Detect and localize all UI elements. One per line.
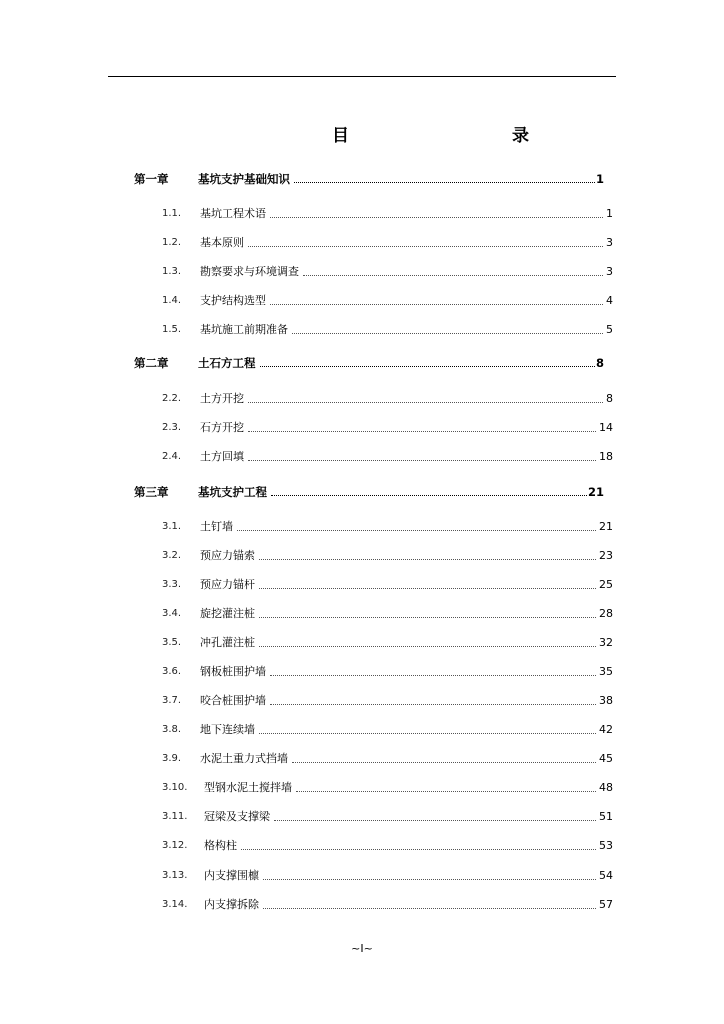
section-number: 3.3. [162,579,182,590]
section-title: 地下连续墙 [200,723,255,736]
toc-entry-3-4[interactable] [162,604,613,622]
section-title: 土方回填 [200,450,244,463]
section-title: 石方开挖 [200,421,244,434]
toc-chapter-2[interactable] [134,353,604,371]
section-number: 3.6. [162,666,182,677]
section-title: 预应力锚杆 [200,578,255,591]
chapter-number: 第三章 [134,485,169,499]
dot-leader [259,646,596,647]
page-number: 25 [599,578,613,591]
dot-leader [274,820,596,821]
dot-leader [292,762,596,763]
section-number: 1.5. [162,324,182,335]
section-number: 2.4. [162,451,182,462]
toc-title-part1: 目 [332,126,349,146]
chapter-title: 基坑支护基础知识 [198,172,290,186]
dot-leader [263,879,596,880]
section-number: 3.4. [162,608,182,619]
chapter-title: 基坑支护工程 [198,485,267,499]
page-number: 38 [599,694,613,707]
section-title: 型钢水泥土搅拌墙 [204,781,292,794]
section-number: 3.7. [162,695,182,706]
page-number: 42 [599,723,613,736]
toc-entry-3-14[interactable] [162,895,613,913]
section-title: 格构柱 [204,839,237,852]
section-number: 3.2. [162,550,182,561]
toc-entry-3-2[interactable] [162,546,613,564]
page-number: 28 [599,607,613,620]
page-number: 3 [606,236,613,249]
dot-leader [248,246,603,247]
section-title: 咬合桩围护墙 [200,694,266,707]
section-title: 内支撑围檩 [204,869,259,882]
dot-leader [270,675,596,676]
dot-leader [259,733,596,734]
section-number: 3.14. [162,899,188,910]
dot-leader [270,304,603,305]
toc-entry-1-5[interactable] [162,320,613,338]
section-title: 基本原则 [200,236,244,249]
page-number: 4 [606,294,613,307]
page-number: 35 [599,665,613,678]
section-number: 2.2. [162,393,182,404]
dot-leader [296,791,596,792]
page-number: 45 [599,752,613,765]
toc-chapter-3[interactable] [134,482,604,500]
toc-entry-3-12[interactable] [162,836,613,854]
section-number: 3.5. [162,637,182,648]
section-number: 3.13. [162,870,188,881]
page-number: 23 [599,549,613,562]
toc-entry-3-3[interactable] [162,575,613,593]
page-number: 21 [599,520,613,533]
toc-entry-3-7[interactable] [162,691,613,709]
dot-leader [248,460,596,461]
toc-entry-3-13[interactable] [162,866,613,884]
toc-entry-3-9[interactable] [162,749,613,767]
dot-leader [237,530,596,531]
toc-entry-1-3[interactable] [162,262,613,280]
page-number: 48 [599,781,613,794]
dot-leader [294,182,595,183]
section-title: 基坑施工前期准备 [200,323,288,336]
section-title: 土方开挖 [200,392,244,405]
section-title: 支护结构选型 [200,294,266,307]
section-title: 基坑工程术语 [200,207,266,220]
toc-entry-1-2[interactable] [162,233,613,251]
toc-entry-3-10[interactable] [162,778,613,796]
page-footer: ~I~ [351,942,373,955]
section-title: 旋挖灌注桩 [200,607,255,620]
toc-entry-2-3[interactable] [162,418,613,436]
section-title: 预应力锚索 [200,549,255,562]
section-title: 钢板桩围护墙 [200,665,266,678]
section-number: 3.10. [162,782,188,793]
dot-leader [260,366,595,367]
toc-entry-1-4[interactable] [162,291,613,309]
page-number: 14 [599,421,613,434]
toc-chapter-1[interactable] [134,169,604,187]
dot-leader [248,402,603,403]
section-number: 3.11. [162,811,188,822]
page-number: 54 [599,869,613,882]
page-number: 21 [587,485,604,499]
toc-entry-1-1[interactable] [162,204,613,222]
page-number: 53 [599,839,613,852]
section-number: 1.4. [162,295,182,306]
page-number: 32 [599,636,613,649]
page-number: 3 [606,265,613,278]
chapter-title: 土石方工程 [198,356,256,370]
dot-leader [270,704,596,705]
page-number: 57 [599,898,613,911]
section-number: 1.3. [162,266,182,277]
section-number: 3.9. [162,753,182,764]
page-number: 1 [595,172,604,186]
section-title: 勘察要求与环境调查 [200,265,299,278]
dot-leader [259,588,596,589]
toc-entry-3-5[interactable] [162,633,613,651]
page-number: 18 [599,450,613,463]
dot-leader [263,908,596,909]
dot-leader [241,849,596,850]
page-number: 8 [595,356,604,370]
chapter-number: 第二章 [134,356,169,370]
section-title: 冠梁及支撑梁 [204,810,270,823]
dot-leader [270,217,603,218]
toc-entry-2-2[interactable] [162,389,613,407]
dot-leader [259,559,596,560]
dot-leader [292,333,603,334]
section-number: 1.2. [162,237,182,248]
page-number: 5 [606,323,613,336]
toc-entry-3-8[interactable] [162,720,613,738]
page-number: 8 [606,392,613,405]
page-number: 51 [599,810,613,823]
toc-entry-2-4[interactable] [162,447,613,465]
section-title: 冲孔灌注桩 [200,636,255,649]
page-number: 1 [606,207,613,220]
dot-leader [303,275,603,276]
toc-title-part2: 录 [512,126,529,146]
chapter-number: 第一章 [134,172,169,186]
section-number: 3.1. [162,521,182,532]
toc-entry-3-1[interactable] [162,517,613,535]
section-number: 2.3. [162,422,182,433]
toc-entry-3-6[interactable] [162,662,613,680]
section-number: 3.12. [162,840,188,851]
section-title: 水泥土重力式挡墙 [200,752,288,765]
dot-leader [259,617,596,618]
section-number: 3.8. [162,724,182,735]
dot-leader [271,495,587,496]
toc-entry-3-11[interactable] [162,807,613,825]
dot-leader [248,431,596,432]
section-title: 内支撑拆除 [204,898,259,911]
section-number: 1.1. [162,208,182,219]
section-title: 土钉墙 [200,520,233,533]
